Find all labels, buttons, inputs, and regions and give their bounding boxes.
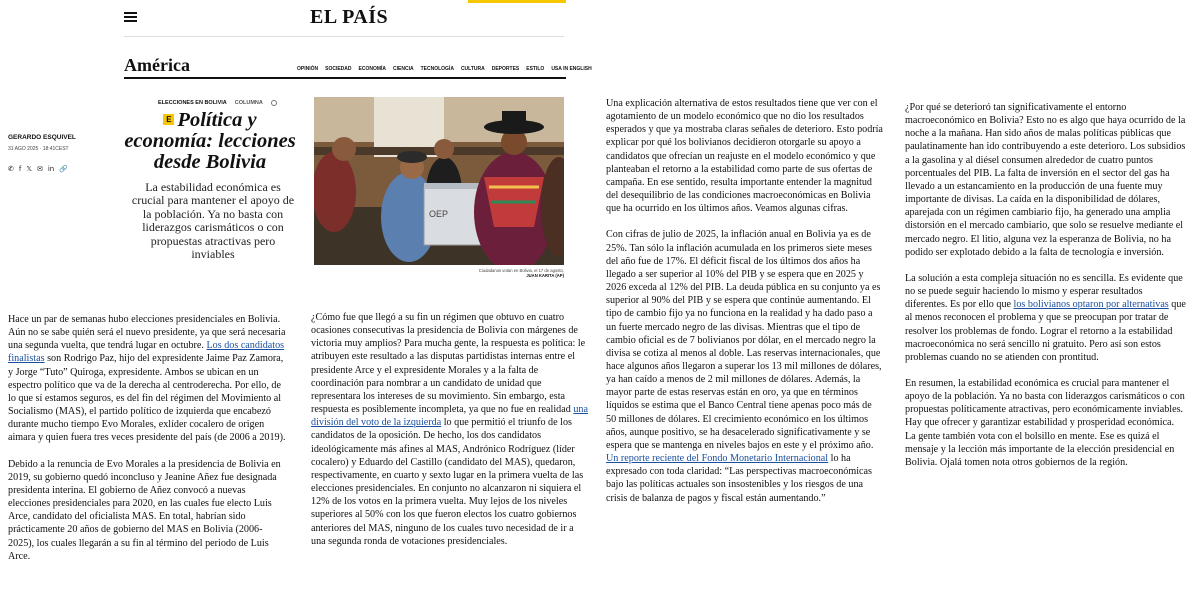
nav-item-usa-in-english[interactable]: USA IN ENGLISH (551, 66, 592, 72)
paragraph: La solución a esta compleja situación no es sencilla. Es evidente que no se puede seguir haciendo lo mismo y esperar resultados diferentes. Es por ello que los bolivianos optaron por alternativas que al menos reconocen el problema y que se preocupan por tratar de resolver los problemas de fondo. Lograr el retorno a la estabilidad macroeconómica no será sencillo ni gratuito. Pero así son estos problemas cuando no se atienden con prontitud. (905, 272, 1186, 363)
paragraph: ¿Por qué se deterioró tan significativamente el entorno macroeconómico en Bolivia? Esto no es algo que haya ocurrido de la noche a la mañana. Han sido años de malas políticas públicas que paulatinamente han ido contribuyendo a este deterioro. Los subsidios a la gasolina y al diésel consumen alrededor de cuatro puntos porcentuales del PIB. La falta de inversión en el sector del gas ha llevado a un estancamiento en la producción de una fuente muy importante de divisas. La caída en la disponibilidad de dólares, aparejada con un régimen cambiario fijo, ha generado una amplia distorsión en el mercado cambiario, que solo se resuelve mediante el mercado negro. El litio, alguna vez la esperanza de Bolivia, no ha podido ser explotado debido a la falta de tecnología e inversión. (905, 102, 1186, 258)
section-divider (124, 77, 566, 79)
nav-item-estilo[interactable]: ESTILO (526, 66, 545, 72)
whatsapp-icon[interactable]: ✆ (8, 165, 14, 173)
paragraph: Con cifras de julio de 2025, la inflación anual en Bolivia ya es de 25%. Tan sólo la inflación acumulada en los primeros siete meses del año fue de 17%. El déficit fiscal de los últimos dos años ha llegado a ser superior al 10% del PIB y se espera que en 2025 y 2026 exceda al 12% del PIB. La deuda pública en su conjunto ya es superior al 90% del PIB y se espera que continúe aumentando. El tipo de cambio fijo ya no funciona en la realidad y ha dado paso a un fuerte mercado negro de las divisas. Mientras que el tipo de cambio oficial es de 7 bolivianos por dólar, en el mercado negro la divisa se cotiza al menos al doble. Las reservas internacionales, que hace algunos años llegaron a superar los 13 mil millones de dólares, ya han caído a menos de 2 mil millones de dólares. Además, la mayor parte de estas reservas están en oro, ya que en términos líquidos se estima que el Banco Central tiene apenas poco más de 50 millones de dólares. El crecimiento económico en los últimos años, aunque positivo, se ha desacelerado significativamente y se espera que se mantenga en niveles bajos en este y el próximo año. Un reporte reciente del Fondo Monetario Internacional lo ha expresado con toda claridad: “Las perspectivas macroeconómicas bajo las políticas actuales son insostenibles y los riesgos de una crisis de balanza de pagos y fiscal están aumentando.” (606, 229, 882, 504)
nav-item-sociedad[interactable]: SOCIEDAD (325, 66, 352, 72)
nav-item-ciencia[interactable]: CIENCIA (393, 66, 414, 72)
paragraph: En resumen, la estabilidad económica es crucial para mantener el apoyo de la población. Ya no basta con liderazgos carismáticos o con propuestas políticamente atractivas, pero económicamente inviables. Hay que ofrecer y garantizar estabilidad y prosperidad económica. La gente también vota con el bolsillo en mente. Ese es quizá el mensaje y la lección más importante de la elección presidencial en Bolivia. Ojalá tomen nota otros gobiernos de la región. (905, 377, 1185, 468)
paragraph: Debido a la renuncia de Evo Morales a la presidencia de Bolivia en 2019, su gobierno quedó inconcluso y Jeanine Añez fue designada presidenta interina. El gobierno de Añez convocó a nuevas elecciones presidenciales para 2020, en las cuales fue electo Luis Arce, candidato del oficialista MAS. En total, habrían sido prácticamente 20 años de gobierno del MAS en Bolivia (2006-2025), los cuales llegarán a su fin al término del periodo de Luis Arce. (8, 458, 281, 562)
opinion-badge: E (163, 114, 174, 125)
caption-text: Ciudadanos votan en Bolivia, el 17 de agosto. (478, 268, 564, 273)
body-column-3 (606, 97, 884, 518)
info-icon[interactable] (271, 100, 277, 106)
masthead-logo[interactable]: EL PAÍS (310, 6, 389, 28)
author-name[interactable]: GERARDO ESQUIVEL (8, 134, 76, 141)
link-bolivians-alternatives[interactable]: los bolivianos optaron por alternativas (1013, 299, 1169, 311)
accent-bar (468, 0, 566, 3)
kicker (158, 100, 277, 106)
paragraph: Hace un par de semanas hubo elecciones presidenciales en Bolivia. Aún no se sabe quién será el nuevo presidente, ya que será necesaria una segunda vuelta, que tendrá lugar en octubre. Los dos candidatos finalistas son Rodrigo Paz, hijo del expresidente Jaime Paz Zamora, y Jorge “Tuto” Quiroga, expresidente. Ambos se ubican en un espectro político que va de la derecha al centroderecha. Por ello, de lo que sí estamos seguros, es del fin del régimen del Movimiento al Socialismo (MAS), el partido político de izquierda que encabezó durante mucho tiempo Evo Morales, exlíder cocalero de origen aimara y quien fuera tres veces presidente del país (de 2006 a 2019). (8, 314, 286, 444)
section-nav (297, 66, 592, 72)
headline-text: Política y economía: lecciones desde Bolivia (124, 109, 296, 173)
publish-date: 31 AGO 2025 · 18:41CEST (8, 146, 69, 152)
kicker-tag[interactable]: ELECCIONES EN BOLIVIA (158, 100, 227, 106)
photo-credit: JUAN KARITA (AP) (526, 273, 564, 279)
link-icon[interactable]: 🔗 (59, 165, 68, 173)
paragraph: ¿Cómo fue que llegó a su fin un régimen que obtuvo en cuatro ocasiones consecutivas la presidencia de Bolivia con márgenes de victoria muy amplios? Para mucha gente, la respuesta es política: le atribuyen este resultado a las disputas partidistas internas entre el presidente Arce y el expresidente Morales y a la falta de coordinación para nombrar a un candidato de unidad que representara los intereses de su movimiento. Sin embargo, esta respuesta es posiblemente incompleta, ya que no fue en realidad una división del voto de la izquierda lo que permitió el triunfo de los candidatos de la oposición. De hecho, los dos candidatos ideológicamente más afines al MAS, Andrónico Rodríguez (líder cocalero) y Eduardo del Castillo (candidato del MAS), quedaron, respectivamente, en cuarto y sexto lugar en la primera vuelta de las elecciones presidenciales. En conjunto no alcanzaron ni siquiera el 12% de los votos en la primera vuelta. Muy lejos de los niveles superiores al 50% con los que fueron electos los cuatro gobiernos anteriores del MAS, ninguno de los cuales tuvo necesidad de ir a una segunda ronda de votaciones presidenciales. (311, 312, 588, 547)
nav-item-cultura[interactable]: CULTURA (460, 66, 485, 72)
nav-item-economia[interactable]: ECONOMÍA (358, 66, 387, 72)
x-icon[interactable]: 𝕏 (26, 165, 32, 173)
linkedin-icon[interactable]: in (47, 165, 55, 173)
nav-item-tecnologia[interactable]: TECNOLOGÍA (420, 66, 454, 72)
facebook-icon[interactable]: f (18, 165, 22, 173)
share-bar (8, 165, 68, 173)
body-column-1 (8, 313, 286, 576)
article-photo (314, 97, 564, 265)
photo-caption (314, 268, 564, 278)
menu-icon[interactable] (124, 12, 137, 22)
link-imf-report[interactable]: Un reporte reciente del Fondo Monetario Internacional (606, 453, 829, 465)
body-column-2 (311, 311, 589, 561)
paragraph: Una explicación alternativa de estos resultados tiene que ver con el agotamiento de un modelo económico que no dio los resultados esperados y que ya mostraba claras señales de deterioro. Esto podría explicar por qué los bolivianos decidieron otorgarle su apoyo a candidatos que ofrecían un reajuste en el modelo económico y que planteaban el retorno a la estabilidad como parte de sus ofertas de campaña. En ese sentido, resulta importante entender la magnitud del desequilibrio de las condiciones macroeconómicas en Bolivia que ha ocurrido en los últimos años. Veamos algunas cifras. (606, 98, 883, 215)
photo-sign-text: OEP (429, 209, 449, 219)
subtitle: La estabilidad económica es crucial para mantener el apoyo de la población. Ya no basta con liderazgos carismáticos o con propuestas atractivas pero inviables (131, 180, 295, 262)
nav-item-opinion[interactable]: OPINIÓN (297, 66, 319, 72)
email-icon[interactable]: ✉ (36, 165, 43, 173)
photo-illustration (314, 97, 564, 265)
link-left-vote-split[interactable]: una división del voto de la izquierda (311, 404, 588, 429)
divider (124, 36, 564, 37)
body-column-4 (905, 101, 1187, 482)
nav-item-deportes[interactable]: DEPORTES (491, 66, 520, 72)
link-finalist-candidates[interactable]: Los dos candidatos finalistas (8, 340, 285, 365)
section-title[interactable]: América (124, 55, 190, 75)
kicker-column: COLUMNA (234, 100, 263, 106)
headline (120, 110, 300, 173)
